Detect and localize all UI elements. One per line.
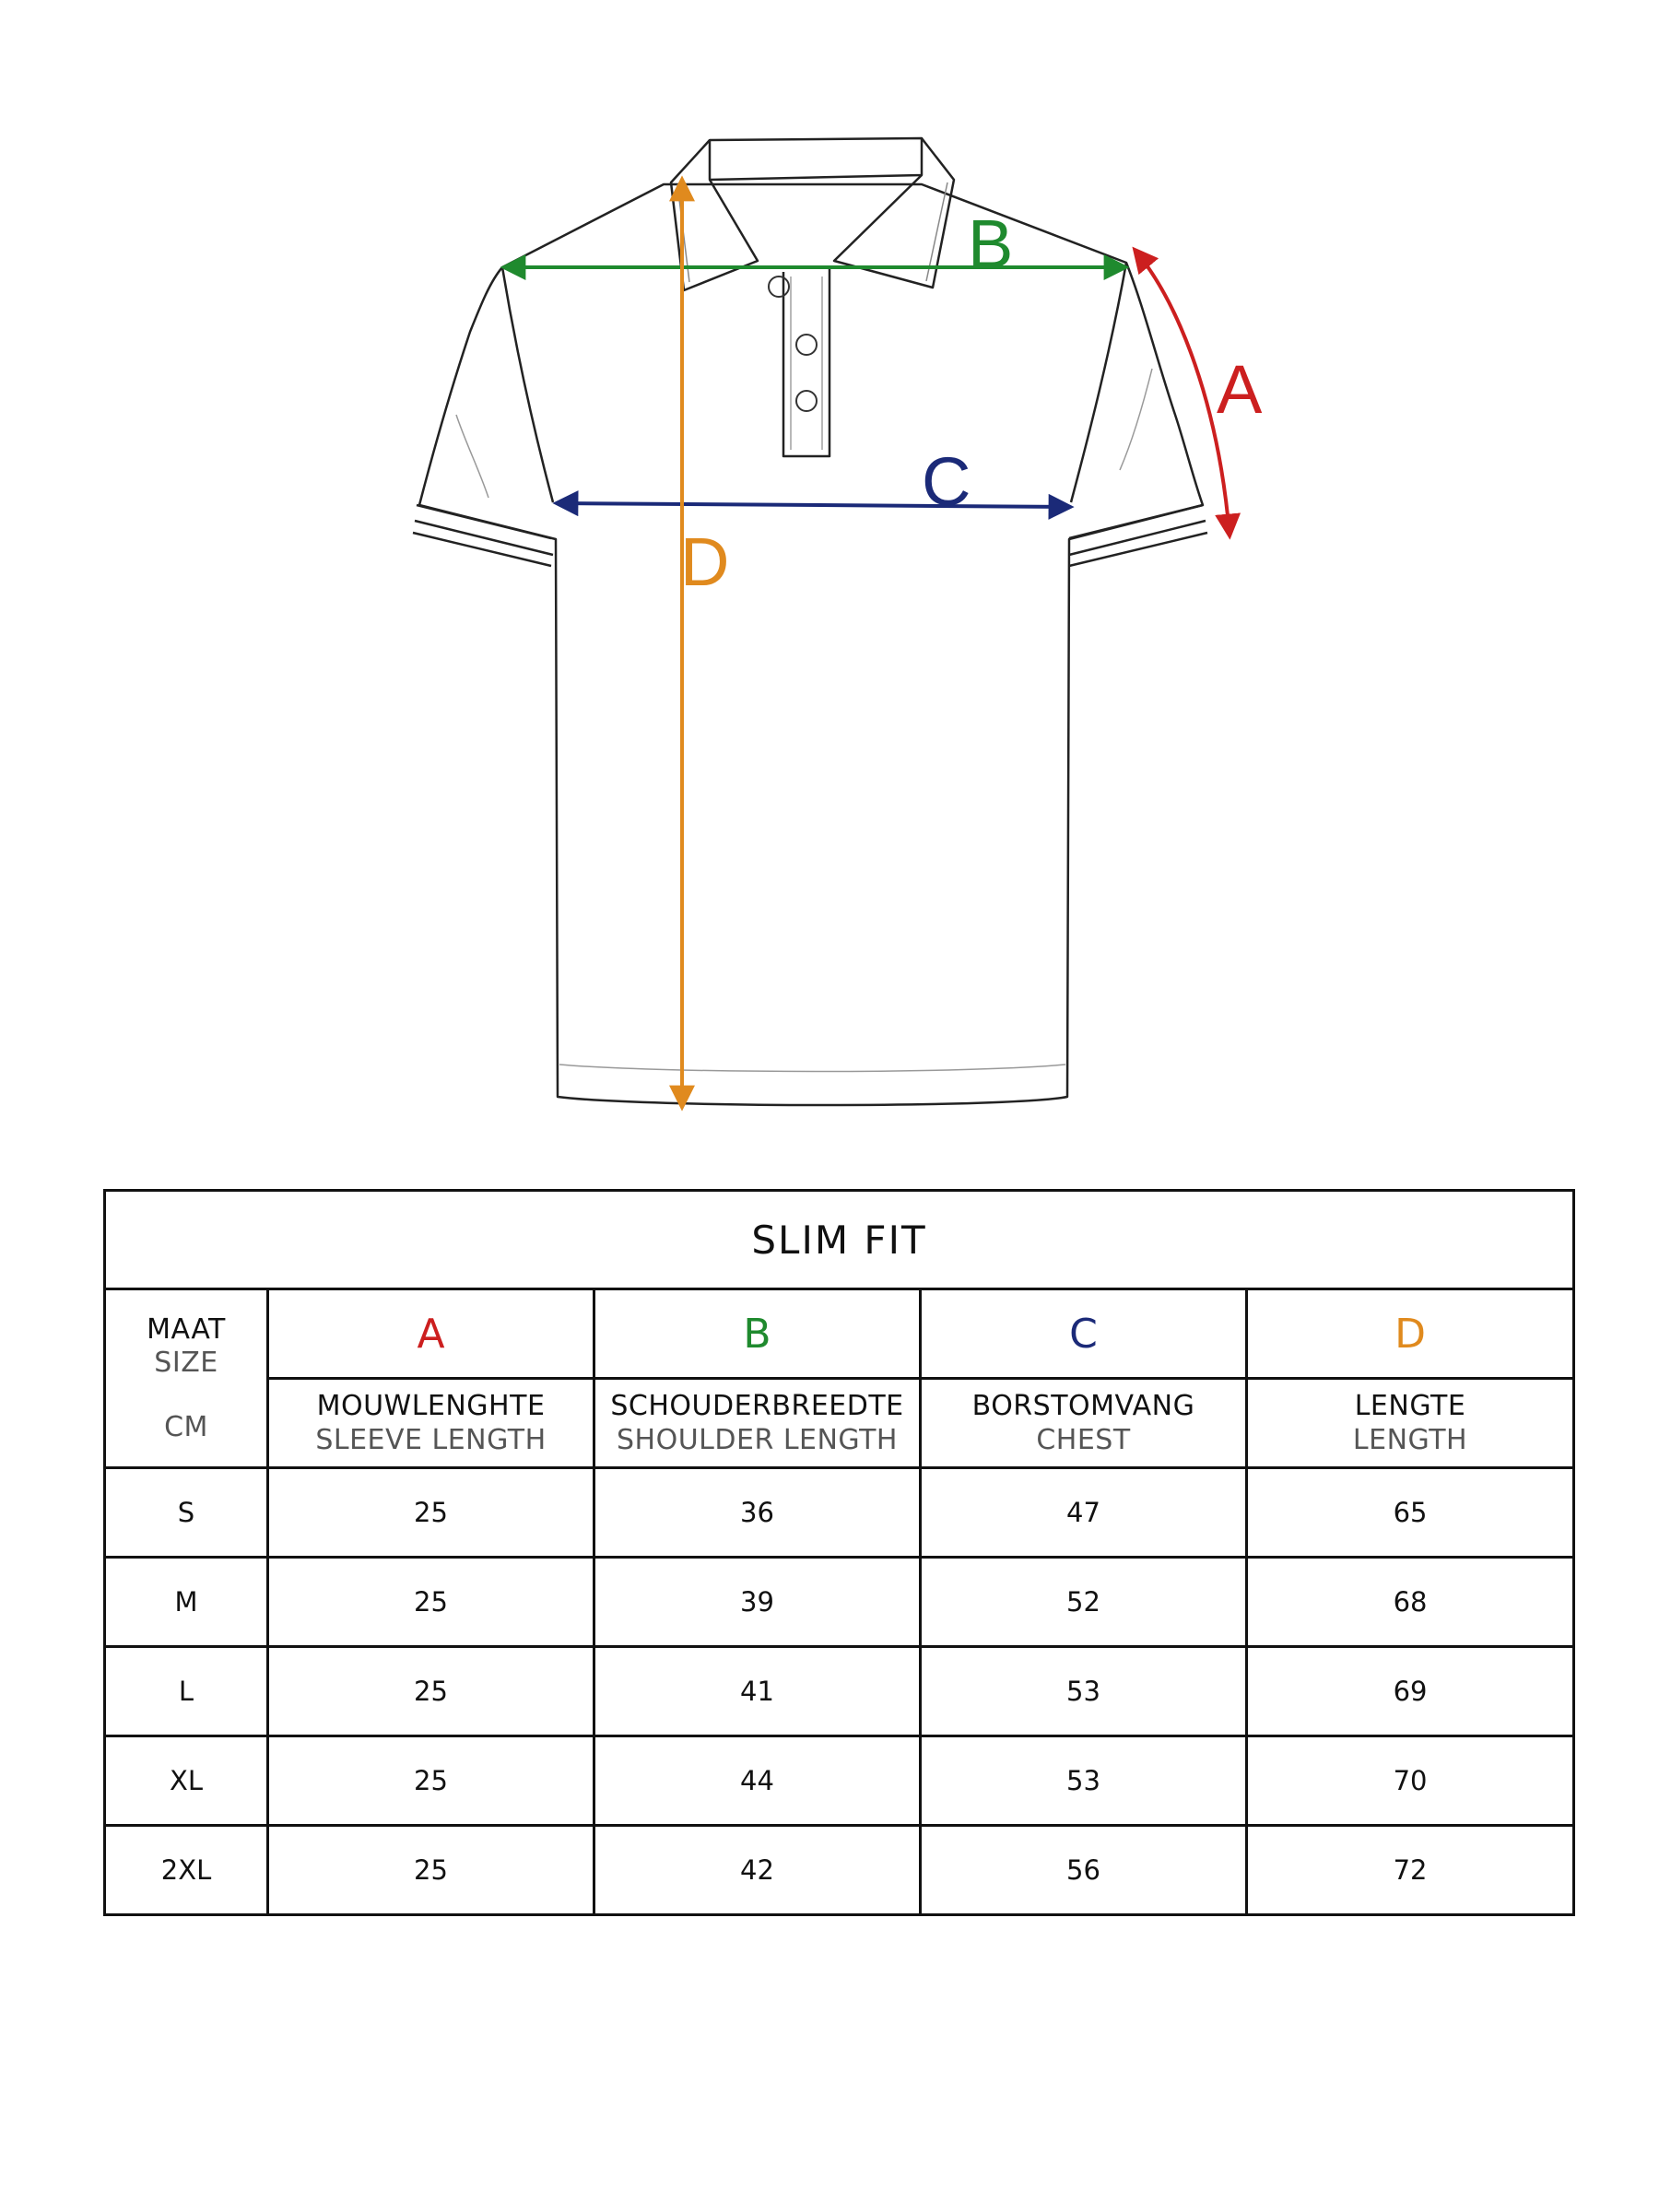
value-cell: 41 — [594, 1647, 921, 1736]
table-row — [105, 1558, 1574, 1647]
size-header-nl: MAAT — [147, 1312, 226, 1346]
column-header-d-en: LENGTH — [1352, 1424, 1468, 1456]
button-1 — [769, 276, 789, 297]
value-cell: 42 — [594, 1826, 921, 1915]
column-header-d-nl: LENGTE — [1354, 1390, 1466, 1422]
column-header-b-en: SHOULDER LENGTH — [617, 1424, 898, 1456]
value-cell: 65 — [1247, 1468, 1574, 1558]
right-cuff — [1069, 505, 1207, 566]
table-row — [105, 1826, 1574, 1915]
collar-right — [834, 138, 954, 288]
column-header-b-nl: SCHOUDERBREEDTE — [610, 1390, 904, 1422]
buttons — [769, 276, 817, 411]
value-cell: 39 — [594, 1558, 921, 1647]
button-2 — [796, 335, 817, 355]
shirt-body — [419, 184, 1203, 1105]
size-cell: L — [105, 1647, 268, 1736]
value-cell: 52 — [921, 1558, 1247, 1647]
value-cell: 68 — [1247, 1558, 1574, 1647]
value-cell: 72 — [1247, 1826, 1574, 1915]
column-header-a — [268, 1379, 594, 1468]
value-cell: 53 — [921, 1647, 1247, 1736]
right-armhole-seam — [1071, 263, 1126, 502]
value-cell: 70 — [1247, 1736, 1574, 1826]
label-a: A — [1217, 351, 1263, 428]
column-header-c-en: CHEST — [1036, 1424, 1131, 1456]
measure-line-a — [1135, 251, 1230, 535]
right-sleeve-fold — [1120, 369, 1152, 470]
value-cell: 25 — [268, 1558, 594, 1647]
size-header — [105, 1289, 268, 1468]
label-d: D — [680, 524, 730, 600]
value-cell: 25 — [268, 1736, 594, 1826]
shirt-outline — [413, 138, 1207, 1105]
value-cell: 44 — [594, 1736, 921, 1826]
size-cell: 2XL — [105, 1826, 268, 1915]
column-header-c — [921, 1379, 1247, 1468]
measure-line-c — [558, 503, 1069, 507]
value-cell: 56 — [921, 1826, 1247, 1915]
collar-back — [710, 138, 922, 180]
left-sleeve-fold — [456, 415, 488, 498]
value-cell: 69 — [1247, 1647, 1574, 1736]
value-cell: 25 — [268, 1647, 594, 1736]
column-letter-c: C — [921, 1289, 1247, 1379]
column-letter-d: D — [1247, 1289, 1574, 1379]
value-cell: 25 — [268, 1826, 594, 1915]
value-cell: 36 — [594, 1468, 921, 1558]
label-c: C — [922, 443, 971, 520]
table-row — [105, 1647, 1574, 1736]
value-cell: 25 — [268, 1468, 594, 1558]
left-armhole-seam — [502, 267, 553, 502]
column-letter-b: B — [594, 1289, 921, 1379]
size-chart-table — [103, 1189, 1575, 1916]
value-cell: 47 — [921, 1468, 1247, 1558]
left-cuff — [413, 505, 553, 566]
size-header-unit: CM — [164, 1410, 208, 1443]
value-cell: 53 — [921, 1736, 1247, 1826]
table-title: SLIM FIT — [105, 1191, 1574, 1289]
hem-stitch — [559, 1065, 1065, 1072]
column-header-d — [1247, 1379, 1574, 1468]
column-header-b — [594, 1379, 921, 1468]
button-3 — [796, 391, 817, 411]
size-cell: XL — [105, 1736, 268, 1826]
size-header-en: SIZE — [154, 1346, 218, 1379]
column-header-c-nl: BORSTOMVANG — [971, 1390, 1195, 1422]
column-header-a-en: SLEEVE LENGTH — [315, 1424, 547, 1456]
size-cell: S — [105, 1468, 268, 1558]
column-header-a-nl: MOUWLENGHTE — [316, 1390, 546, 1422]
label-b: B — [968, 206, 1014, 282]
table-row — [105, 1736, 1574, 1826]
table-row — [105, 1468, 1574, 1558]
size-cell: M — [105, 1558, 268, 1647]
column-letter-a: A — [268, 1289, 594, 1379]
